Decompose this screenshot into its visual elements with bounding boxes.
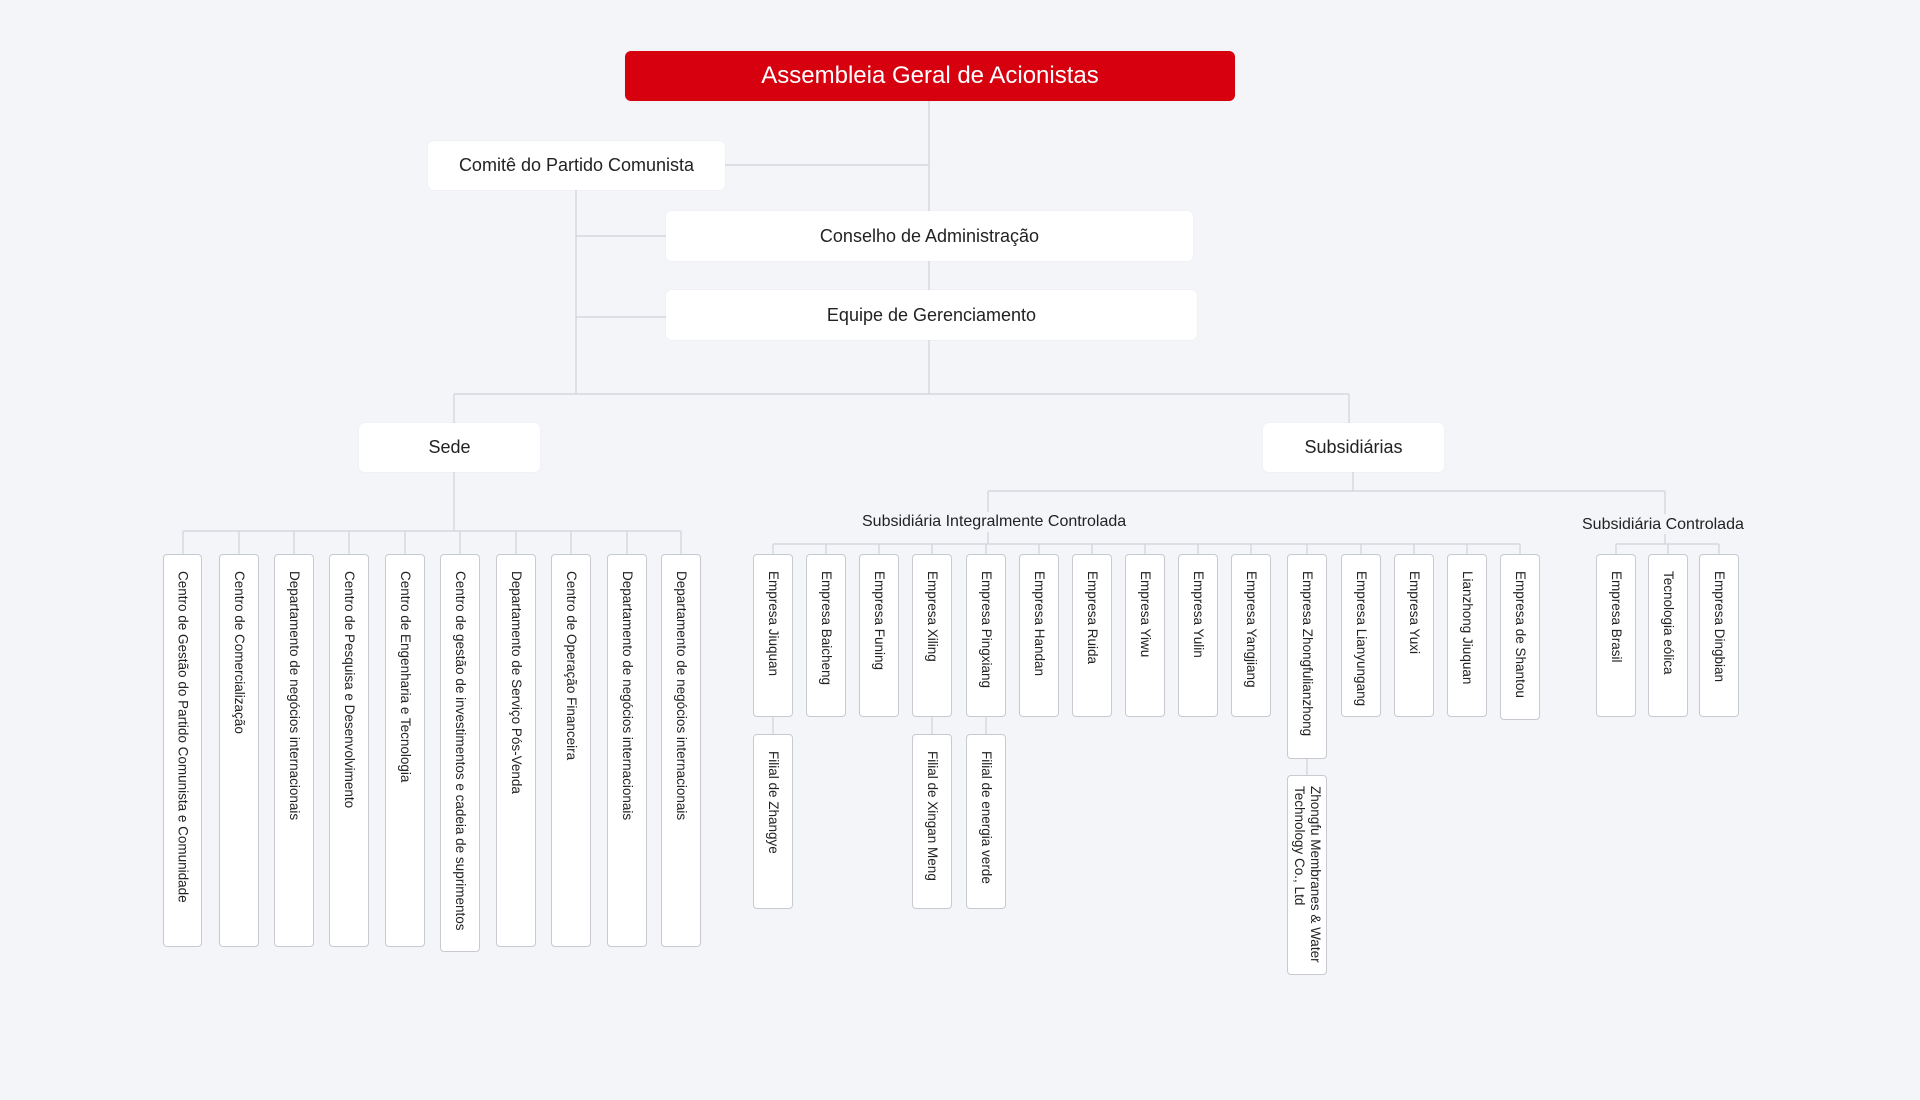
company-lianyungang[interactable] xyxy=(1341,554,1381,717)
hq-dept-label: Centro de gestão de investimentos e cadeia de suprimentos xyxy=(453,571,468,931)
company-label: Lianzhong Jiuquan xyxy=(1460,571,1475,685)
company-label: Empresa Yiwu xyxy=(1138,571,1153,658)
company-label: Empresa Ruida xyxy=(1085,571,1100,665)
company-label: Empresa Pingxiang xyxy=(979,571,994,689)
hq-dept-label: Centro de Operação Financeira xyxy=(564,571,579,761)
company-label: Empresa Baicheng xyxy=(819,571,834,686)
company-label: Empresa Yulin xyxy=(1191,571,1206,658)
hq-dept-international-2[interactable] xyxy=(607,554,647,947)
company-label: Tecnologia eólica xyxy=(1661,571,1676,675)
hq-dept-international-3[interactable] xyxy=(661,554,701,947)
company-lianzhong-jiuquan[interactable] xyxy=(1447,554,1487,717)
company-label: Empresa Brasil xyxy=(1609,571,1624,663)
board-box[interactable] xyxy=(666,211,1193,261)
company-ruida[interactable] xyxy=(1072,554,1112,717)
headquarters-box[interactable] xyxy=(359,423,540,472)
hq-dept-label: Departamento de negócios internacionais xyxy=(620,571,635,821)
wholly-owned-label: Subsidiária Integralmente Controlada xyxy=(862,513,1127,530)
company-label: Empresa Zhongfulianzhong xyxy=(1300,571,1315,737)
hq-dept-label: Centro de Pesquisa e Desenvolvimento xyxy=(342,571,357,809)
company-label: Empresa Yuxi xyxy=(1407,571,1422,655)
hq-dept-after-sales[interactable] xyxy=(496,554,536,947)
branch-label: Filial de energia verde xyxy=(979,751,994,884)
company-pingxiang[interactable] xyxy=(966,554,1006,717)
hq-dept-label: Centro de Gestão do Partido Comunista e Comunidade xyxy=(175,571,191,903)
management-box[interactable] xyxy=(666,290,1197,340)
company-brasil[interactable] xyxy=(1596,554,1636,717)
shareholders-meeting-box[interactable] xyxy=(625,51,1235,101)
company-yulin[interactable] xyxy=(1178,554,1218,717)
company-handan[interactable] xyxy=(1019,554,1059,717)
company-shantou[interactable] xyxy=(1500,554,1540,720)
hq-dept-financial[interactable] xyxy=(551,554,591,947)
controlled-label: Subsidiária Controlada xyxy=(1582,516,1744,533)
subsidiaries-box[interactable] xyxy=(1263,423,1444,472)
hq-dept-label: Centro de Engenharia e Tecnologia xyxy=(398,571,413,783)
company-wind-technology[interactable] xyxy=(1648,554,1688,717)
company-label: Empresa Lianyungang xyxy=(1354,571,1369,707)
company-label: Empresa Jiuquan xyxy=(766,571,781,677)
company-baicheng[interactable] xyxy=(806,554,846,717)
branch-green-energy[interactable] xyxy=(966,734,1006,909)
company-label: Empresa Funing xyxy=(872,571,887,671)
management-label: Equipe de Gerenciamento xyxy=(826,304,1037,325)
branch-label: Zhongfu Membranes & Water Technology Co., Ltd xyxy=(1292,786,1323,963)
branch-label: Filial de Xingan Meng xyxy=(925,751,940,881)
shareholders-meeting-label: Assembleia Geral de Acionistas xyxy=(761,62,1099,89)
company-funing[interactable] xyxy=(859,554,899,717)
hq-dept-label: Departamento de negócios internacionais xyxy=(287,571,302,821)
subsidiaries-label: Subsidiárias xyxy=(1304,437,1403,457)
hq-dept-rnd[interactable] xyxy=(329,554,369,947)
company-yiwu[interactable] xyxy=(1125,554,1165,717)
hq-dept-engineering[interactable] xyxy=(385,554,425,947)
company-label: Empresa Yangjiang xyxy=(1244,571,1259,688)
company-label: Empresa Xiling xyxy=(925,571,940,662)
company-label: Empresa Dingbian xyxy=(1712,571,1727,683)
branch-zhongfu-membranes[interactable] xyxy=(1287,775,1327,975)
hq-dept-label: Departamento de negócios internacionais xyxy=(674,571,689,821)
headquarters-label: Sede xyxy=(428,437,471,457)
company-label: Empresa de Shantou xyxy=(1513,571,1528,698)
party-committee-box[interactable] xyxy=(428,141,725,190)
company-dingbian[interactable] xyxy=(1699,554,1739,717)
branch-xingan-meng[interactable] xyxy=(912,734,952,909)
company-yangjiang[interactable] xyxy=(1231,554,1271,717)
hq-dept-label: Departamento de Serviço Pós-Venda xyxy=(509,571,524,794)
branch-zhangye[interactable] xyxy=(753,734,793,909)
company-yuxi[interactable] xyxy=(1394,554,1434,717)
hq-dept-international-1[interactable] xyxy=(274,554,314,947)
hq-dept-party-community[interactable] xyxy=(163,554,202,947)
company-zhongfulianzhong[interactable] xyxy=(1287,554,1327,759)
hq-dept-investment-supply[interactable] xyxy=(440,554,480,952)
board-label: Conselho de Administração xyxy=(819,225,1040,246)
hq-dept-commercial[interactable] xyxy=(219,554,259,947)
branch-label: Filial de Zhangye xyxy=(766,751,781,854)
hq-dept-label: Centro de Comercialização xyxy=(232,571,247,734)
company-jiuquan[interactable] xyxy=(753,554,793,717)
party-committee-label: Comitê do Partido Comunista xyxy=(458,155,695,175)
company-xiling[interactable] xyxy=(912,554,952,717)
company-label: Empresa Handan xyxy=(1032,571,1047,677)
